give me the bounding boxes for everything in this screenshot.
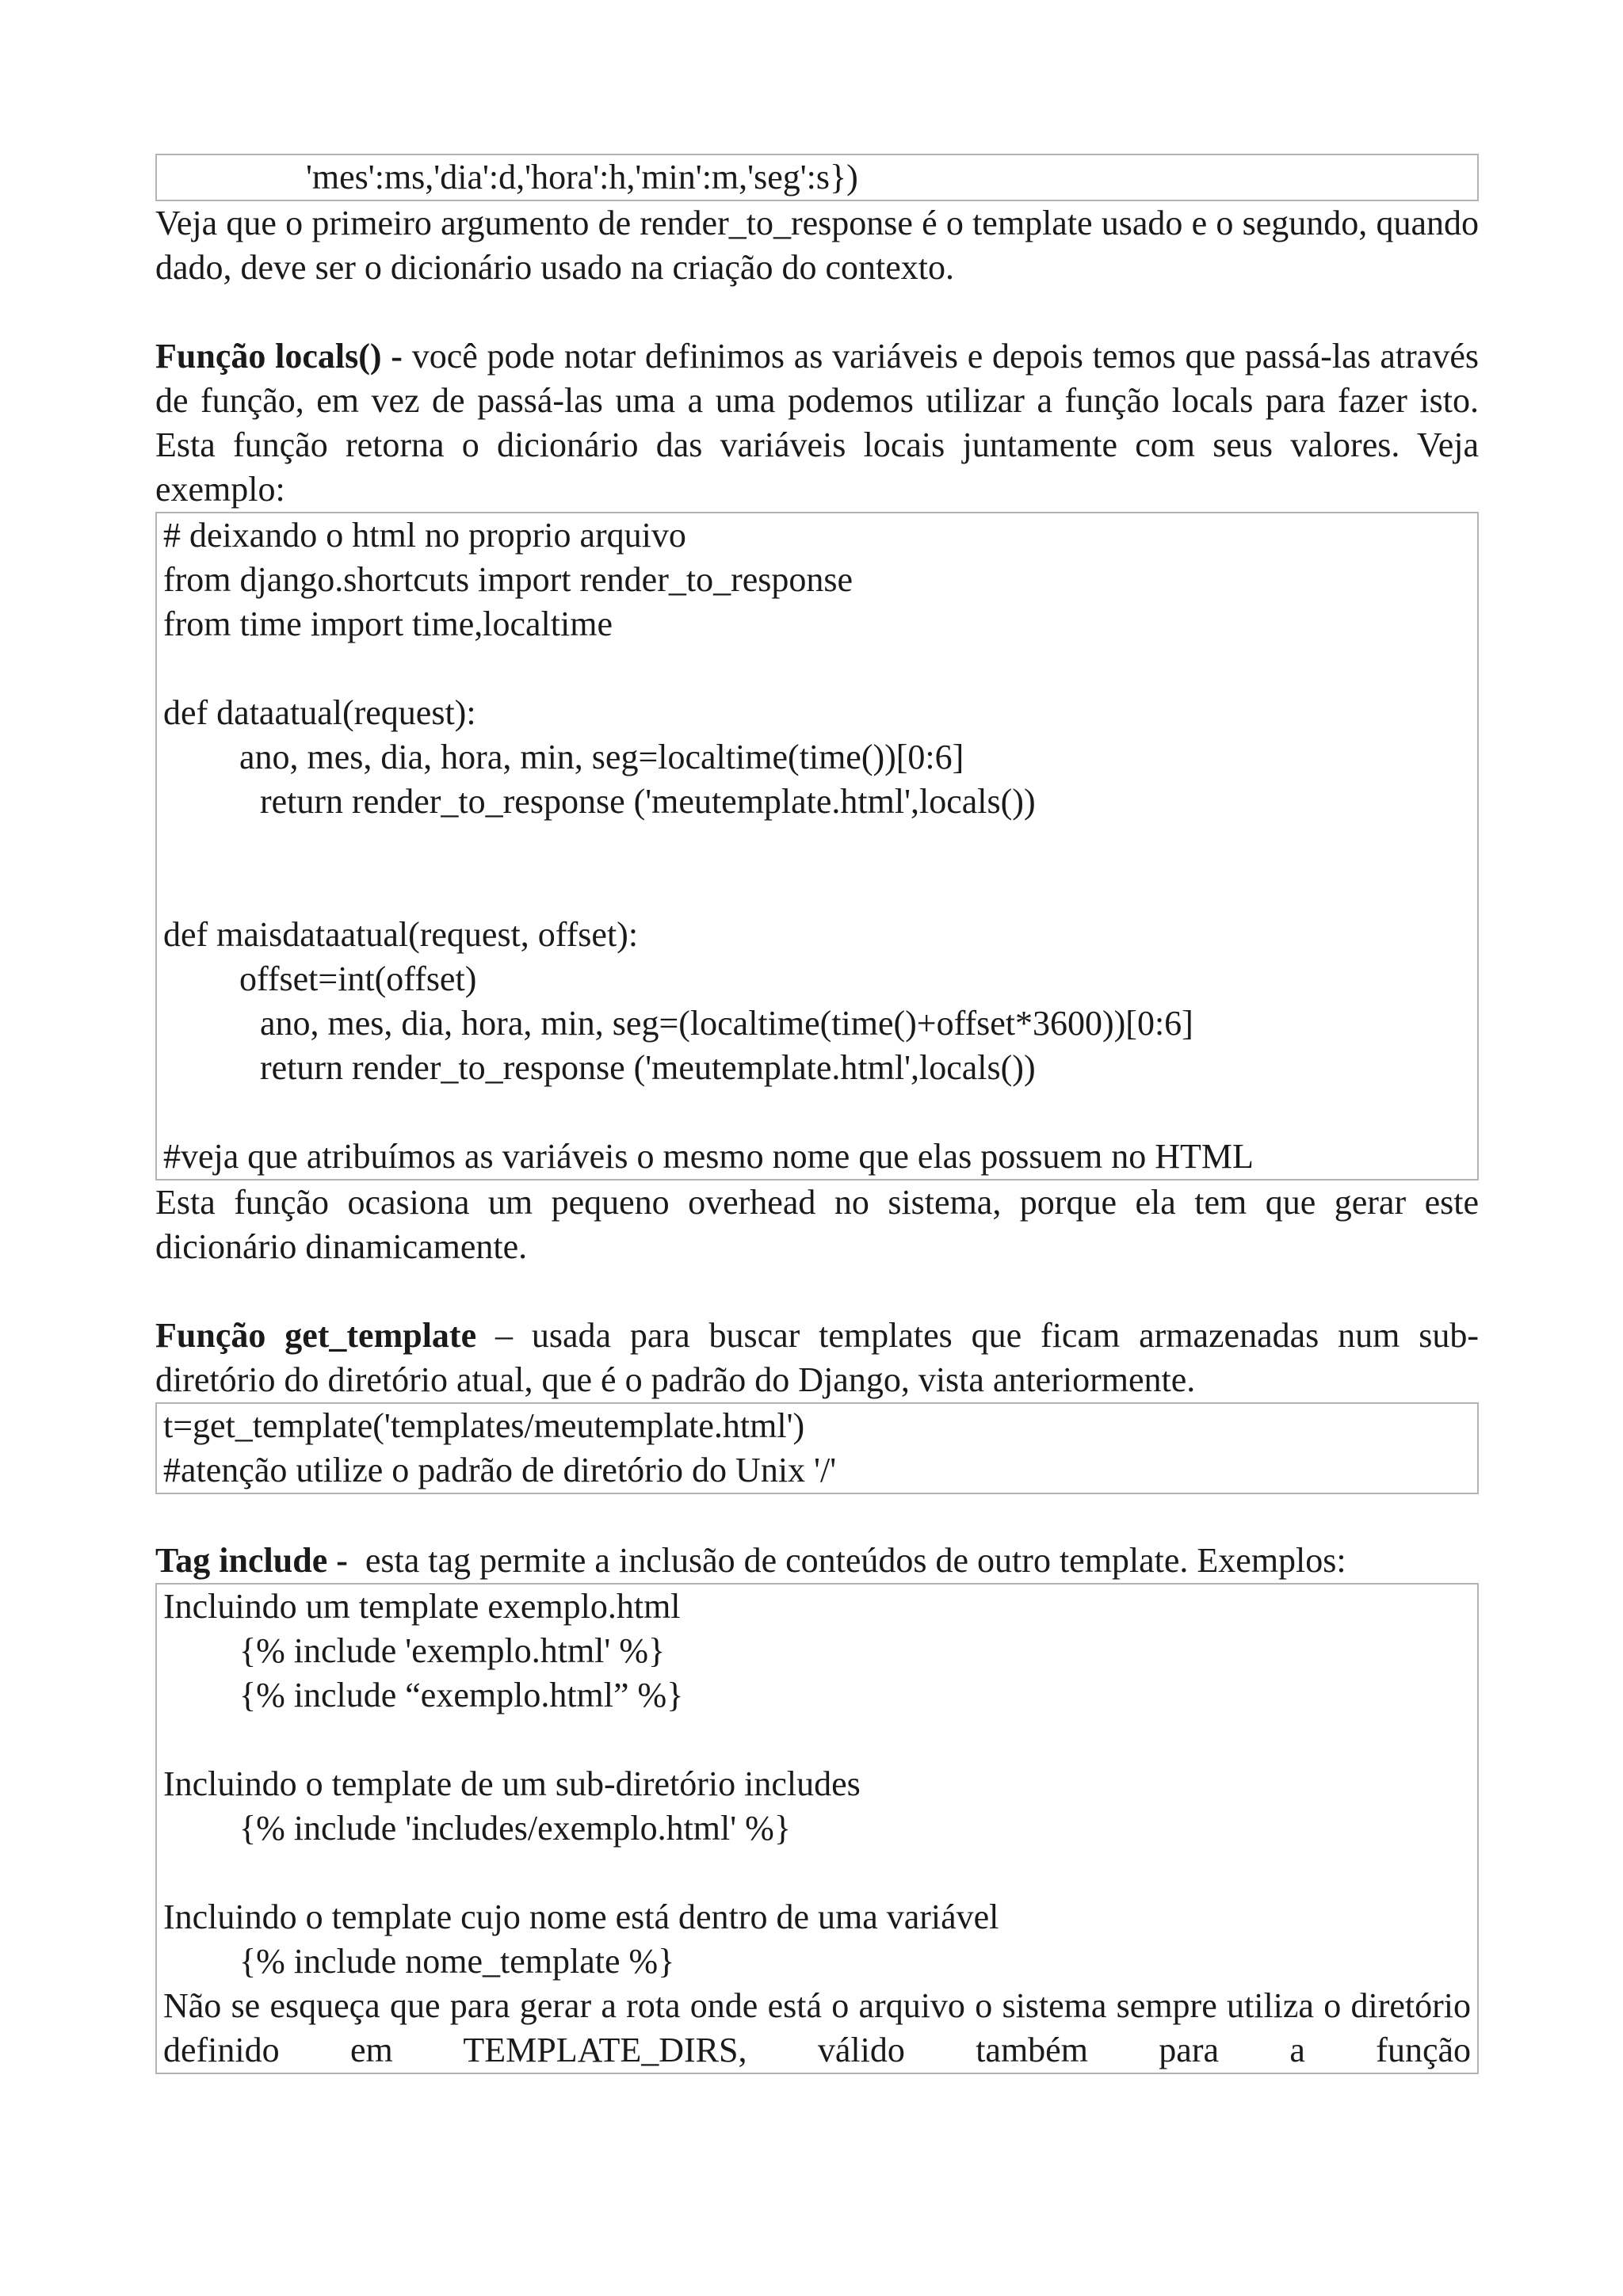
code-line: offset=int(offset) [239,959,477,998]
code-line: {% include 'includes/exemplo.html' %} [239,1809,791,1848]
code-line: from django.shortcuts import render_to_response [163,560,854,599]
code-line: ano, mes, dia, hora, min, seg=(localtime(time()+offset*3600))[0:6] [260,1004,1193,1043]
code-line [163,646,1471,691]
code-line [163,868,1471,913]
document-page [155,154,1479,2074]
include-description: esta tag permite a inclusão de conteúdos de outro template. Exemplos: [347,1541,1346,1580]
code-line: 'mes':ms,'dia':d,'hora':h,'min':m,'seg':s}) [306,158,858,196]
include-closing-note: Não se esqueça que para gerar a rota onde está o arquivo o sistema sempre utiliza o diretório definido em TEMPLATE_DIRS, válido também para a função [163,1986,1471,2069]
code-line: ano, mes, dia, hora, min, seg=localtime(time())[0:6] [239,738,964,776]
code-line: def dataatual(request): [163,693,476,732]
code-box-render-call [155,154,1479,201]
code-line: Incluindo o template de um sub-diretório includes [163,1764,861,1803]
code-box-include [155,1583,1479,2074]
code-line: Incluindo um template exemplo.html [163,1587,681,1626]
code-line [163,1090,1471,1135]
code-line: def maisdataatual(request, offset): [163,915,639,954]
code-box-locals [155,512,1479,1180]
get-template-description: – usada para buscar templates que ficam armazenadas num sub-diretório do diretório atual, que é o padrão do Django, vista anteriormente. [155,1316,1479,1399]
heading-include: Tag include - [155,1541,348,1580]
code-line: #veja que atribuímos as variáveis o mesmo nome que elas possuem no HTML [163,1137,1254,1176]
code-box-get-template [155,1402,1479,1494]
paragraph-include [155,1539,1479,1583]
code-line: t=get_template('templates/meutemplate.html') [163,1406,805,1445]
code-line: from time import time,localtime [163,605,613,643]
paragraph-locals [155,334,1479,512]
heading-get-template: Função get_template [155,1316,477,1355]
code-line [163,1851,1471,1895]
code-line [163,824,1471,868]
paragraph-locals-overhead: Esta função ocasiona um pequeno overhead no sistema, porque ela tem que gerar este dicionário dinamicamente. [155,1183,1479,1266]
code-line: {% include 'exemplo.html' %} [239,1631,666,1670]
code-line: #atenção utilize o padrão de diretório do Unix '/' [163,1451,837,1489]
paragraph-render-to-response: Veja que o primeiro argumento de render_to_response é o template usado e o segundo, quando dado, deve ser o dicionário usado na criação do contexto. [155,204,1479,287]
code-line: return render_to_response ('meutemplate.html',locals()) [260,1048,1036,1087]
code-line: # deixando o html no proprio arquivo [163,516,686,555]
code-line: Incluindo o template cujo nome está dentro de uma variável [163,1897,999,1936]
locals-description: você pode notar definimos as variáveis e depois temos que passá-las através de função, em vez de passá-las uma a uma podemos utilizar a função locals para fazer isto. Esta função retorna o dicionário das variáveis locais juntamente com seus valores. Veja exemplo: [155,337,1479,509]
paragraph-get-template [155,1314,1479,1402]
heading-locals: Função locals() - [155,337,403,376]
code-line: {% include “exemplo.html” %} [239,1676,684,1714]
code-line: return render_to_response ('meutemplate.html',locals()) [260,782,1036,821]
code-line: {% include nome_template %} [239,1942,675,1981]
code-line [163,1718,1471,1762]
